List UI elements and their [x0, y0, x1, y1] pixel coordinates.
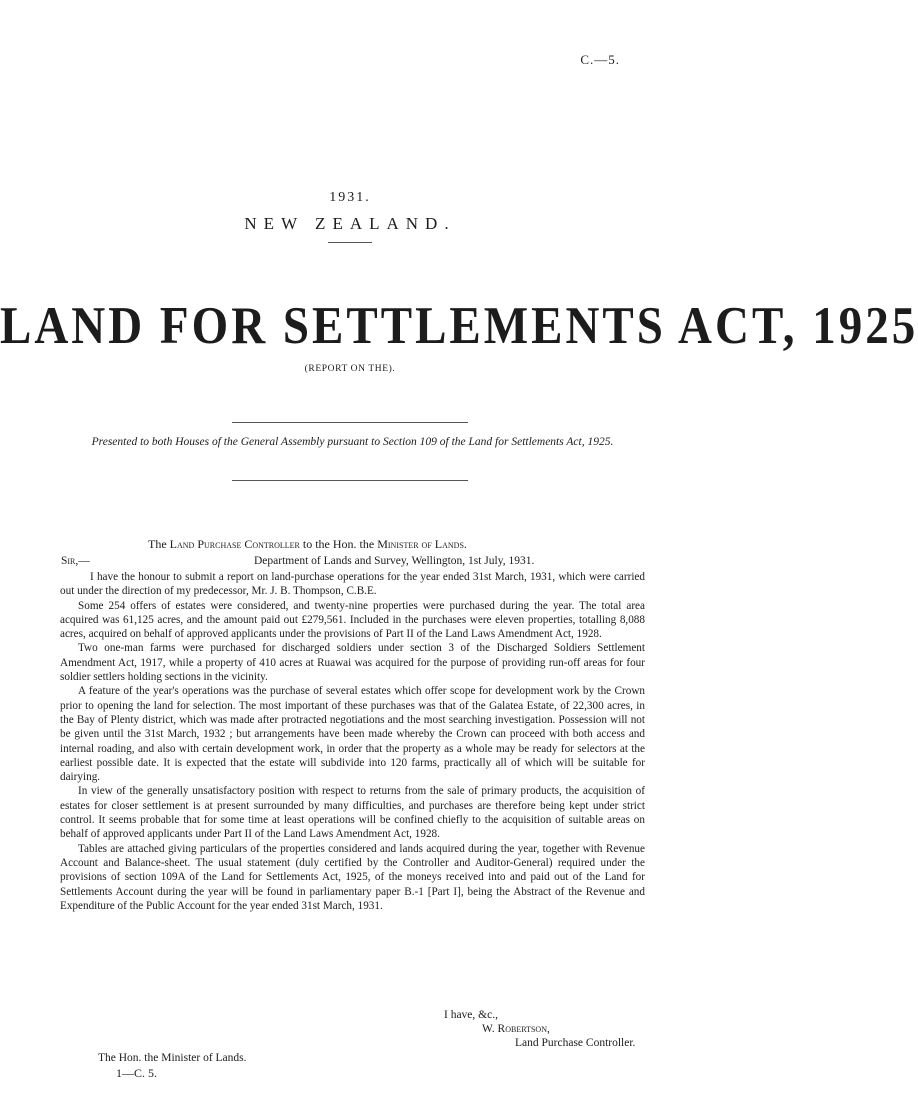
divider [232, 480, 468, 481]
page-reference: C.—5. [580, 52, 620, 67]
divider [232, 422, 468, 423]
heading-to: Minister of Lands [377, 537, 464, 551]
letter-body [60, 570, 645, 913]
paragraph: In view of the generally unsatisfactory position with respect to returns from the sale of primary products, the acquisition of estates for closer settlement is at present surrounded by many difficulties, and purchases are therefore being kept under strict control. It seems probable that for some time at least operations will be confined chiefly to the acquisition of suitable areas on behalf of approved applicants under Part II of the Land Laws Amendment Act, 1928. [60, 785, 645, 841]
page-title: LAND FOR SETTLEMENTS ACT, 1925 [0, 297, 918, 356]
paragraph: Some 254 offers of estates were considered, and twenty-nine properties were purchased during the year. The total area acquired was 61,125 acres, and the amount paid out £279,561. Included in the purchases were eleven properties, totalling 8,088 acres, acquired on behalf of approved applicants under the provisions of Part II of the Land Laws Amendment Act, 1928. [60, 599, 645, 641]
dateline: Department of Lands and Survey, Wellington, 1st July, 1931. [254, 555, 535, 567]
paragraph: Two one-man farms were purchased for discharged soldiers under section 3 of the Discharged Soldiers Settlement Amendment Act, 1917, while a property of 410 acres at Ruawai was acquired for the purpose of providing run-off areas for four soldier settlers holding sections in the vicinity. [60, 642, 645, 684]
addressee: The Hon. the Minister of Lands. [98, 1052, 247, 1064]
page-subtitle: (REPORT ON THE). [304, 364, 396, 374]
heading-prefix: The [148, 537, 170, 551]
signatory-name: W. Robertson, [482, 1023, 550, 1035]
heading-suffix: . [463, 537, 467, 551]
letter-heading [148, 537, 467, 552]
sheet-reference: 1—C. 5. [116, 1066, 158, 1080]
report-year: 1931. [329, 190, 371, 205]
paragraph: A feature of the year's operations was the purchase of several estates which offer scope for development work by the Crown prior to opening the land for selection. The most important of these purchases was that of the Galatea Estate, of 22,300 acres, in the Bay of Plenty district, which was made after protracted negotiations and the most searching investigation. Possession will not be given until the 31st March, 1932 ; but arrangements have been made whereby the Crown can proceed with both access and internal roading, and also with certain development work, in order that the property as a whole may be ready for selectors at the earliest possible date. It is expected that the estate will subdivide into 120 farms, practically all of which will be suitable for dairying. [60, 685, 645, 784]
heading-from: Land Purchase Controller [169, 537, 300, 551]
country-heading: NEW ZEALAND. [244, 214, 456, 233]
signatory-title: Land Purchase Controller. [515, 1037, 636, 1049]
paragraph: Tables are attached giving particulars of the properties considered and lands acquired during the year, together with Revenue Account and Balance-sheet. The usual statement (duly certified by the Controller and Auditor-General) required under the provisions of section 109A of the Land for Settlements Act, 1925, of the moneys received into and paid out of the Land for Settlements Account during the year will be found in parliamentary paper B.-1 [Part I], being the Abstract of the Revenue and Expenditure of the Public Account for the year ended 31st March, 1931. [60, 842, 645, 912]
heading-middle: to the Hon. the [299, 537, 378, 551]
presentation-note: Presented to both Houses of the General Assembly pursuant to Section 109 of the Land for Settlements Act, 1925. [91, 436, 614, 448]
paragraph: I have the honour to submit a report on land-purchase operations for the year ended 31st March, 1931, which were carried out under the direction of my predecessor, Mr. J. B. Thompson, C.B.E. [60, 571, 645, 598]
divider [328, 242, 372, 243]
salutation: Sir,— [61, 555, 90, 567]
closing-line: I have, &c., [444, 1009, 498, 1021]
